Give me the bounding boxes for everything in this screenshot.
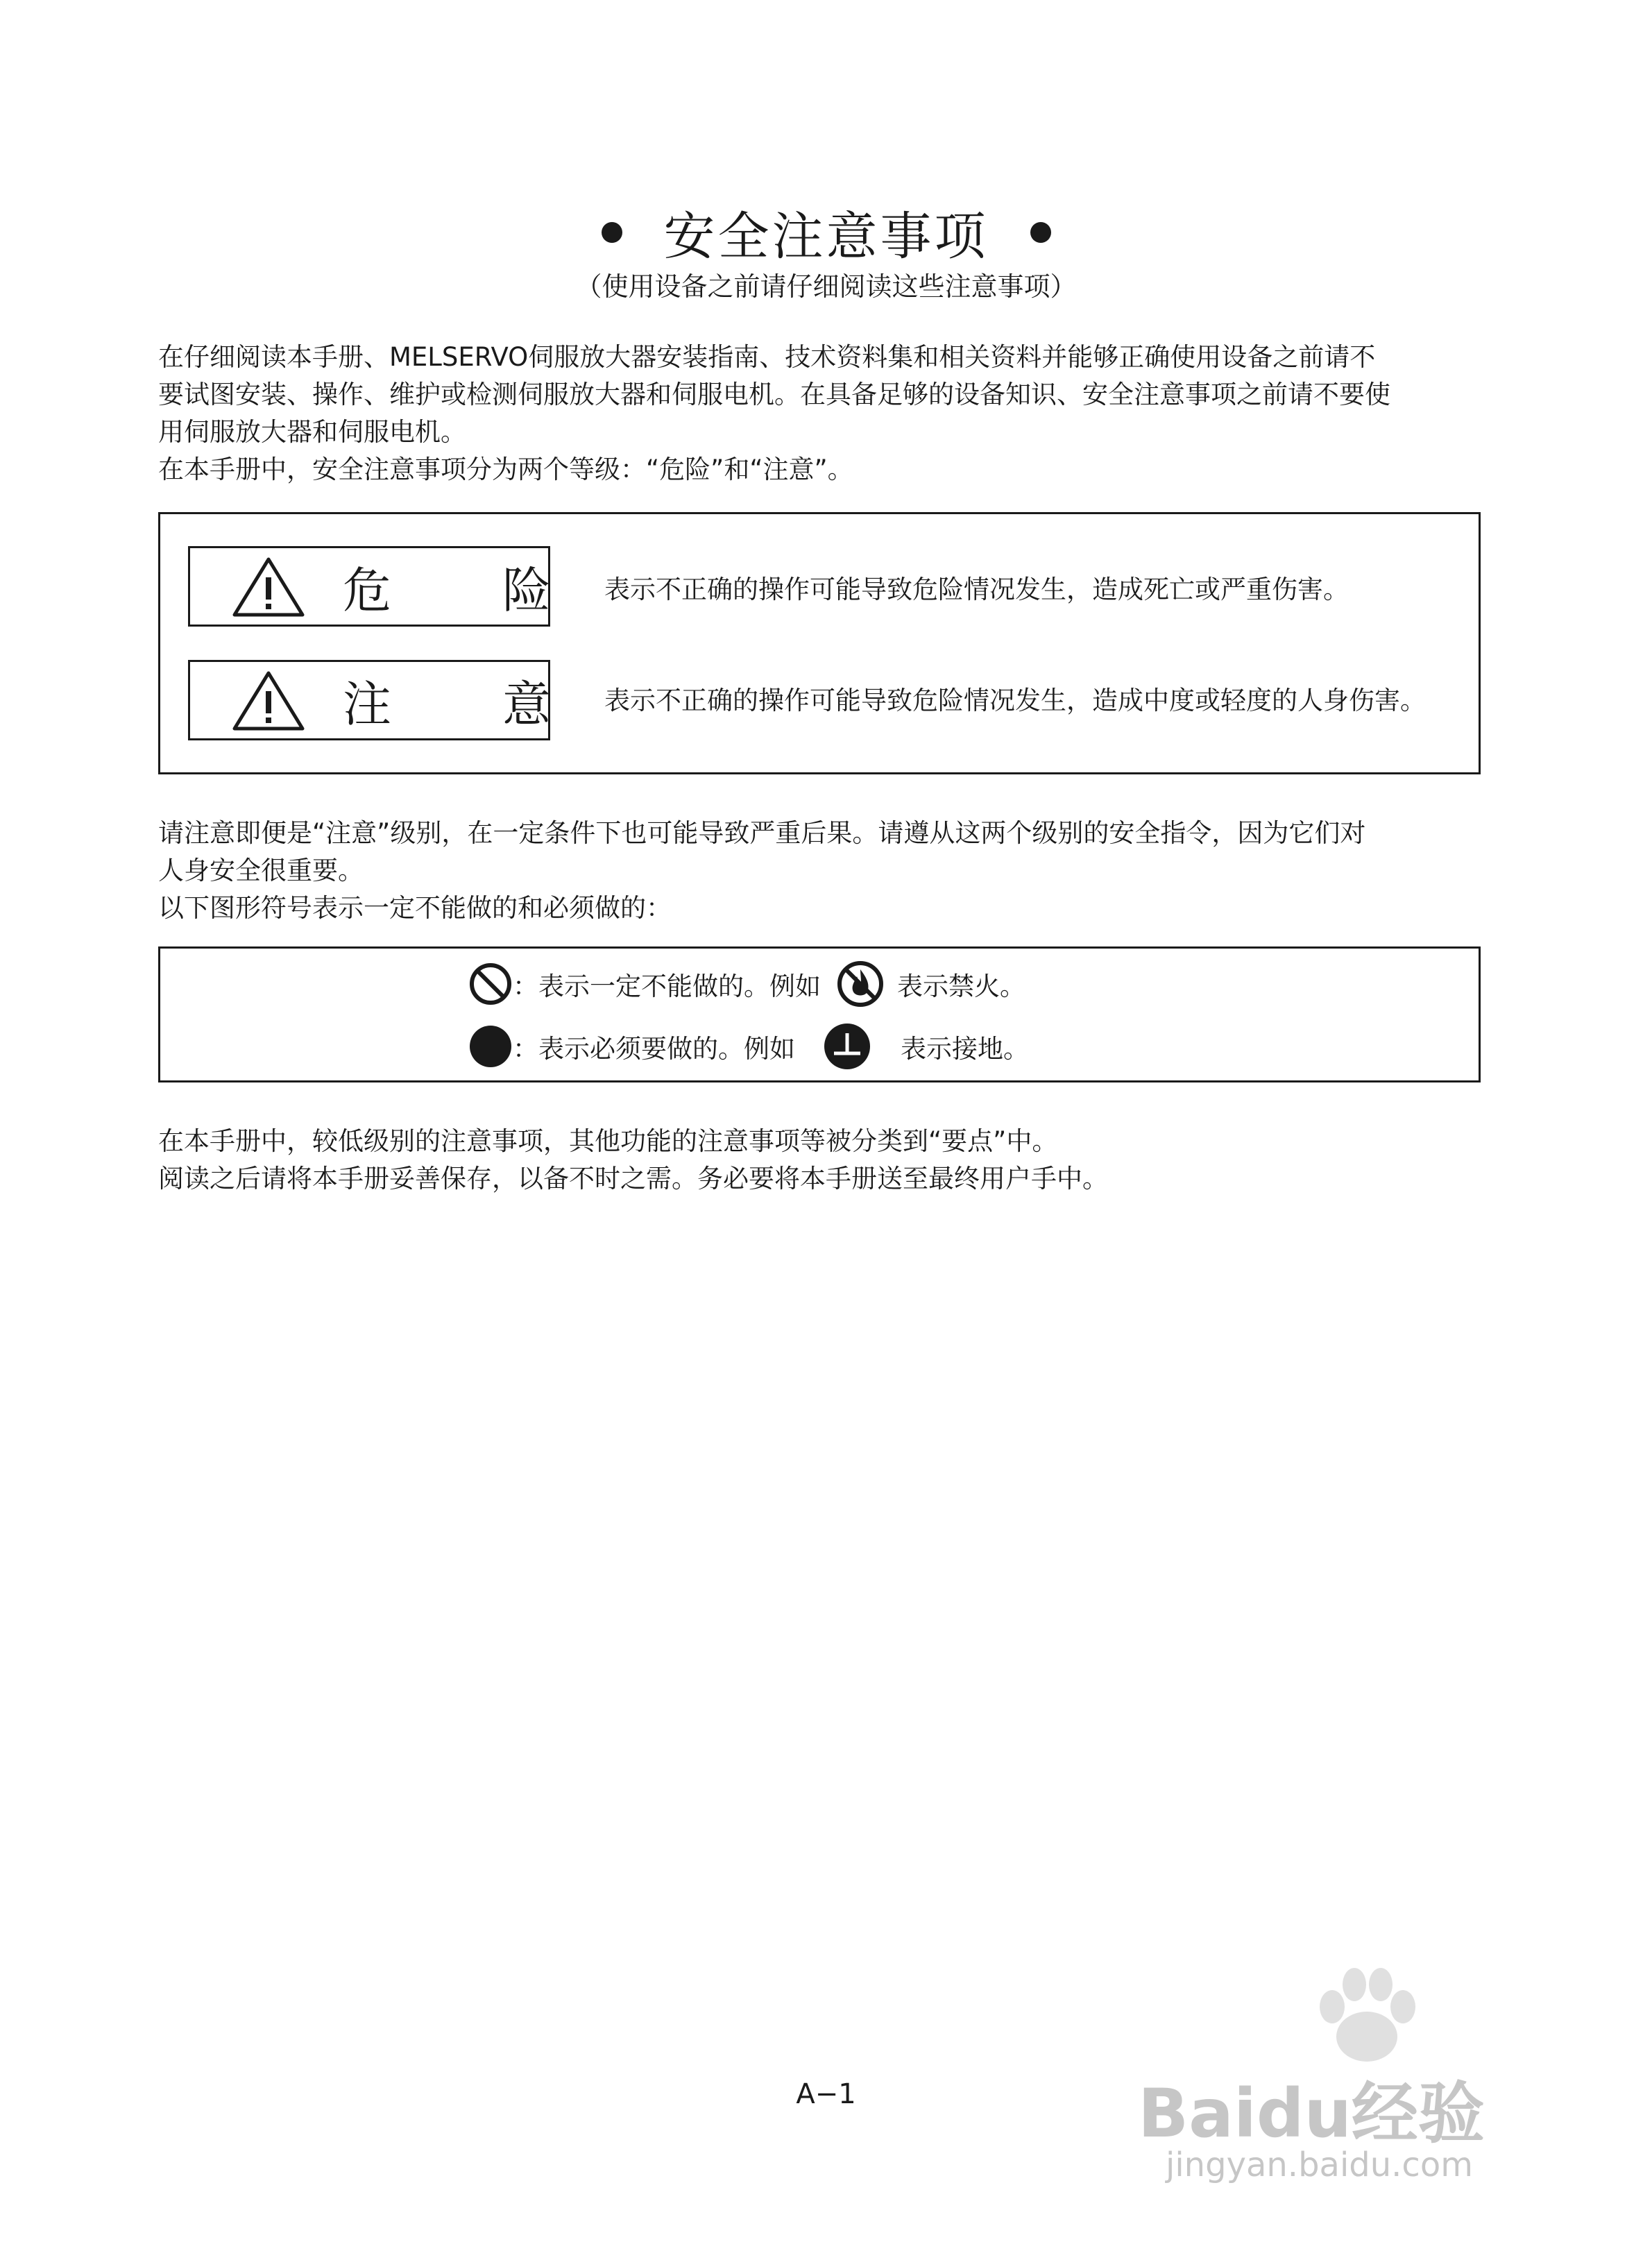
intro-line-1: 在仔细阅读本手册、MELSERVO伺服放大器安装指南、技术资料集和相关资料并能够正确使用设备之前请不 bbox=[158, 342, 1376, 372]
page-title bbox=[0, 198, 1652, 267]
intro-line-3: 用伺服放大器和伺服电机。 bbox=[158, 417, 466, 447]
caution-label-char-2: 意 bbox=[502, 675, 551, 733]
footer-line-2: 阅读之后请将本手册妥善保存，以备不时之需。务必要将本手册送至最终用户手中。 bbox=[158, 1164, 1108, 1194]
warning-triangle-icon bbox=[230, 555, 307, 619]
ground-icon bbox=[823, 1022, 871, 1071]
note-line-1: 请注意即便是“注意”级别，在一定条件下也可能导致严重后果。请遵从这两个级别的安全指令，因为它们对 bbox=[158, 818, 1366, 848]
mandatory-text: ：表示必须要做的。例如 bbox=[513, 1034, 795, 1064]
subtitle: （使用设备之前请仔细阅读这些注意事项） bbox=[575, 271, 1077, 302]
caution-label bbox=[188, 660, 550, 740]
no-fire-icon bbox=[836, 960, 885, 1008]
intro-paragraph bbox=[158, 339, 1511, 489]
footer-paragraph bbox=[158, 1123, 1511, 1198]
watermark-brand: Baidu经验 bbox=[1138, 2075, 1485, 2152]
prohibit-row bbox=[468, 960, 1025, 1008]
watermark-url: jingyan.baidu.com bbox=[1166, 2146, 1473, 2184]
danger-label-char-1: 危 bbox=[343, 561, 391, 619]
mandatory-example-text: 表示接地。 bbox=[901, 1034, 1029, 1064]
page-number: A−1 bbox=[796, 2078, 856, 2110]
paw-logo-icon bbox=[1304, 1964, 1429, 2068]
danger-label bbox=[188, 546, 550, 627]
mandatory-action-icon bbox=[468, 1024, 513, 1069]
intro-line-2: 要试图安装、操作、维护或检测伺服放大器和伺服电机。在具备足够的设备知识、安全注意事项之前请不要使 bbox=[158, 380, 1390, 409]
symbols-box bbox=[158, 946, 1481, 1082]
title-text: 安全注意事项 bbox=[663, 207, 989, 266]
prohibition-icon bbox=[468, 962, 513, 1006]
safety-levels-box bbox=[158, 512, 1481, 774]
note-line-2: 人身安全很重要。 bbox=[158, 856, 364, 885]
danger-description: 表示不正确的操作可能导致危险情况发生，造成死亡或严重伤害。 bbox=[604, 575, 1349, 604]
mandatory-row bbox=[468, 1022, 1029, 1071]
note-paragraph bbox=[158, 815, 1511, 927]
bullet-dot-right bbox=[1030, 222, 1051, 243]
caution-description: 表示不正确的操作可能导致危险情况发生，造成中度或轻度的人身伤害。 bbox=[604, 686, 1426, 715]
danger-label-char-2: 险 bbox=[502, 561, 551, 619]
prohibit-text: ：表示一定不能做的。例如 bbox=[513, 971, 821, 1001]
bullet-dot-left bbox=[602, 222, 622, 243]
warning-triangle-icon bbox=[230, 669, 307, 733]
intro-line-4: 在本手册中，安全注意事项分为两个等级：“危险”和“注意”。 bbox=[158, 455, 853, 484]
prohibit-example-text: 表示禁火。 bbox=[897, 971, 1025, 1001]
watermark bbox=[1138, 1964, 1568, 2200]
note-line-3: 以下图形符号表示一定不能做的和必须做的： bbox=[158, 893, 672, 923]
caution-label-char-1: 注 bbox=[343, 675, 391, 733]
footer-line-1: 在本手册中，较低级别的注意事项，其他功能的注意事项等被分类到“要点”中。 bbox=[158, 1126, 1058, 1156]
